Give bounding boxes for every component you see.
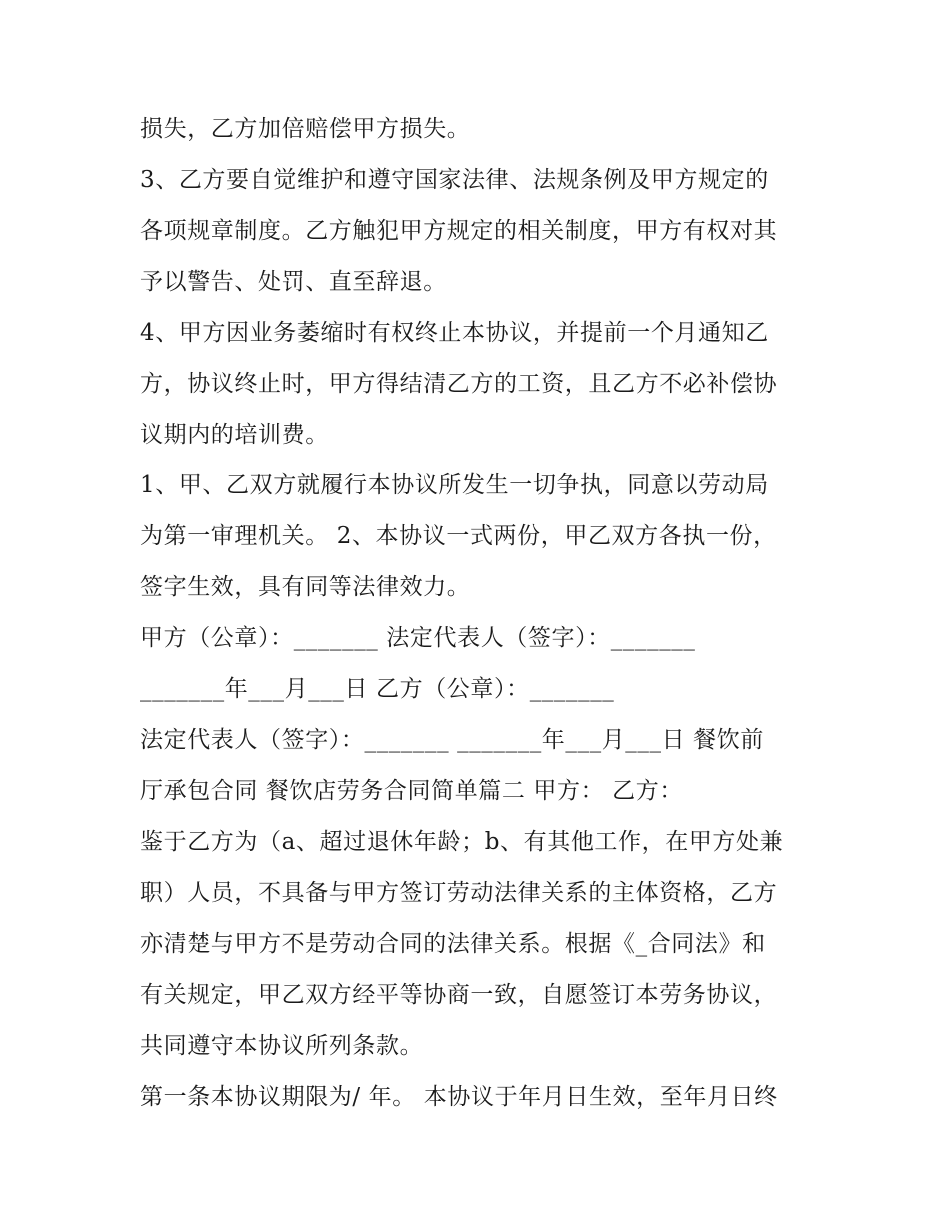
text-line: 签字生效，具有同等法律效力。 — [140, 574, 471, 600]
text-line: 法定代表人（签字）：_______ _______年___月___日 餐饮前 — [140, 727, 764, 753]
text-line: 鉴于乙方为（a、超过退休年龄；b、有其他工作，在甲方处兼 — [140, 829, 784, 855]
text-line: 4、甲方因业务萎缩时有权终止本协议，并提前一个月通知乙 — [140, 320, 769, 346]
text-line: 1、甲、乙双方就履行本协议所发生一切争执，同意以劳动局 — [140, 472, 769, 498]
text-line: 各项规章制度。乙方触犯甲方规定的相关制度，甲方有权对其 — [140, 218, 778, 244]
text-line: 予以警告、处罚、直至辞退。 — [140, 269, 447, 295]
text-line: 第一条本协议期限为/ 年。 本协议于年月日生效，至年月日终 — [140, 1084, 778, 1110]
text-line: 损失，乙方加倍赔偿甲方损失。 — [140, 116, 471, 142]
text-line: 为第一审理机关。 2、本协议一式两份，甲乙双方各执一份， — [140, 523, 777, 549]
text-line: _______年___月___日 乙方（公章）：_______ — [140, 676, 615, 702]
text-line: 职）人员，不具备与甲方签订劳动法律关系的主体资格，乙方 — [140, 880, 778, 906]
text-line: 亦清楚与甲方不是劳动合同的法律关系。根据《_合同法》和 — [140, 931, 766, 957]
text-line: 方，协议终止时，甲方得结清乙方的工资，且乙方不必补偿协 — [140, 371, 778, 397]
text-line: 议期内的培训费。 — [140, 422, 329, 448]
text-line: 甲方（公章）：_______ 法定代表人（签字）：_______ — [140, 625, 696, 651]
text-line: 厅承包合同 餐饮店劳务合同简单篇二 甲方： 乙方： — [140, 778, 683, 804]
text-line: 共同遵守本协议所列条款。 — [140, 1033, 424, 1059]
text-line: 3、乙方要自觉维护和遵守国家法律、法规条例及甲方规定的 — [140, 167, 769, 193]
text-line: 有关规定，甲乙双方经平等协商一致，自愿签订本劳务协议， — [140, 982, 778, 1008]
